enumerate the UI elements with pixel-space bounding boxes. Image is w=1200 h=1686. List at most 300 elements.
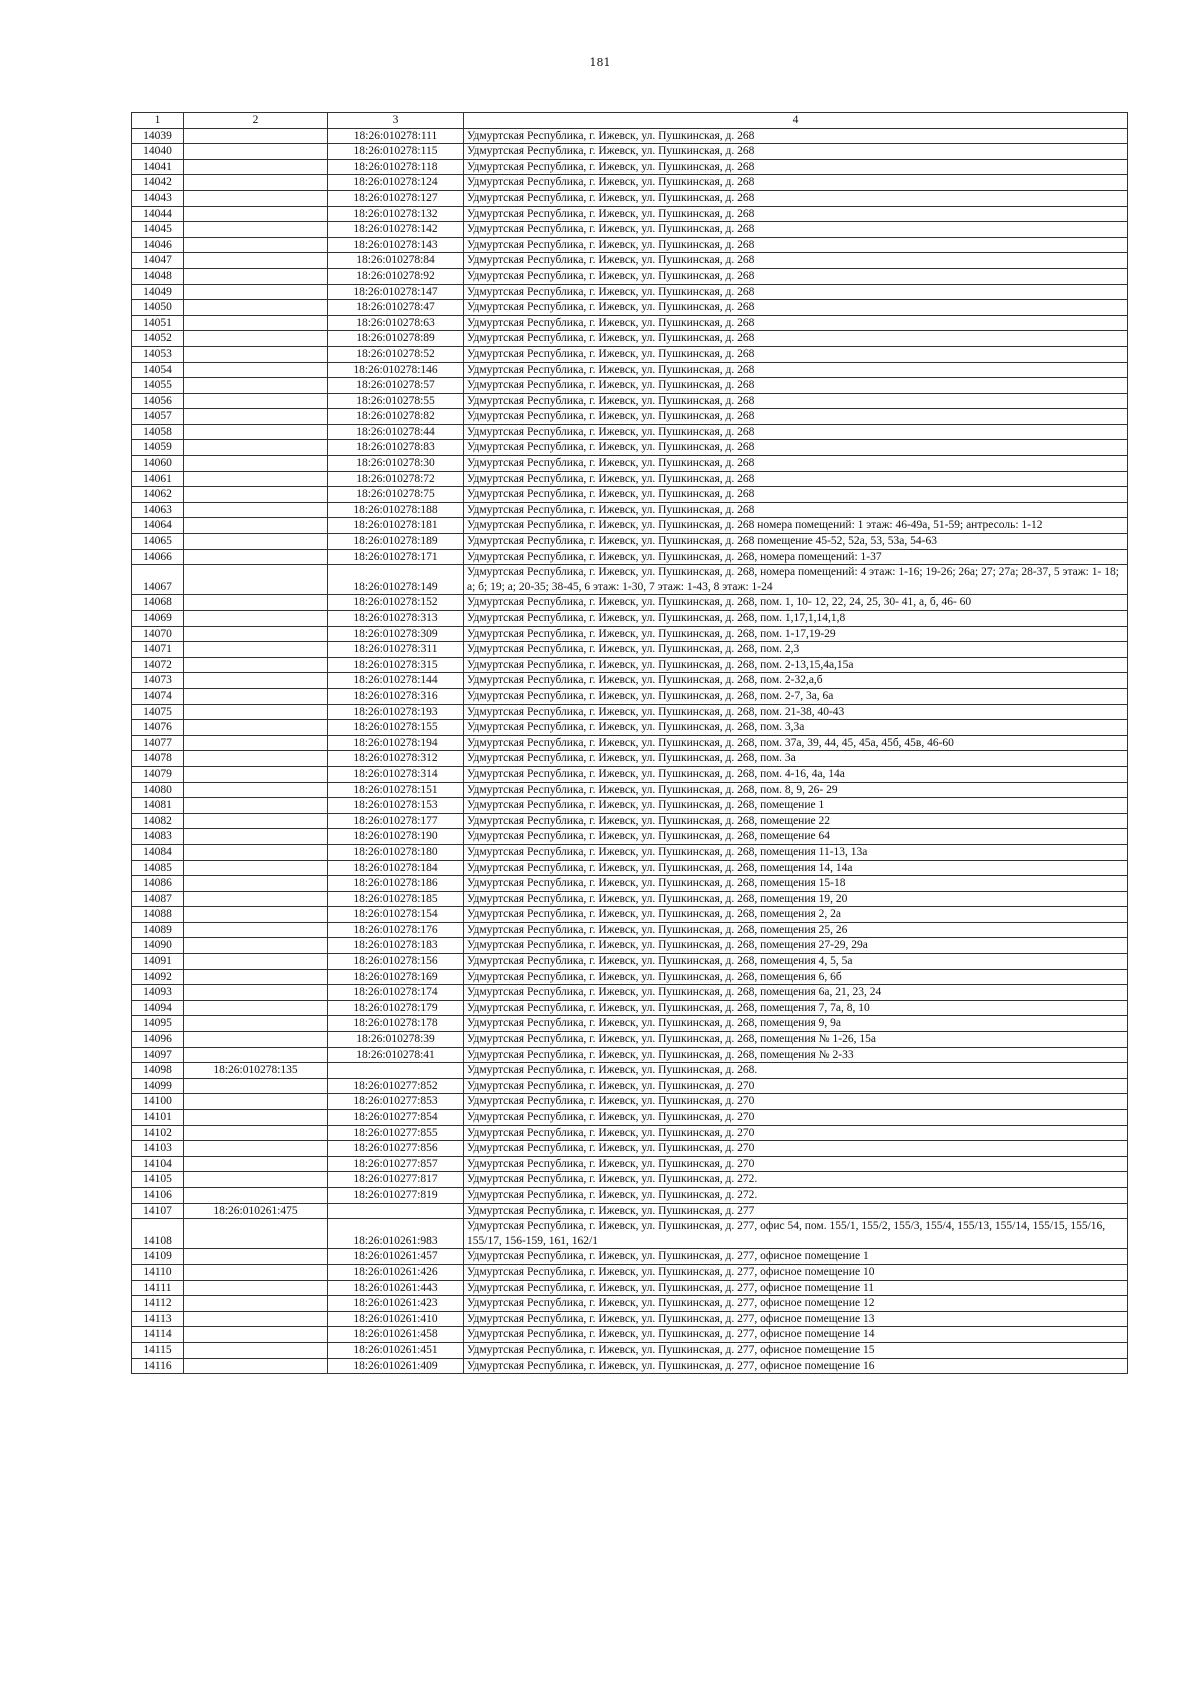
page-number: 181 (589, 56, 611, 69)
address-cell: Удмуртская Республика, г. Ижевск, ул. Пушкинская, д. 268, помещения 9, 9а (464, 1016, 1128, 1032)
row-number-cell: 14070 (132, 626, 184, 642)
row-number-cell: 14110 (132, 1264, 184, 1280)
row-number-cell: 14096 (132, 1032, 184, 1048)
row-number-cell: 14082 (132, 813, 184, 829)
cadastral-number-cell: 18:26:010278:124 (328, 175, 464, 191)
address-cell: Удмуртская Республика, г. Ижевск, ул. Пушкинская, д. 268, пом. 1, 10- 12, 22, 24, 25, 30- 41, а, б, 46- 60 (464, 595, 1128, 611)
table-row (132, 844, 1128, 860)
parcel-number-cell (184, 954, 328, 970)
row-number-cell: 14061 (132, 471, 184, 487)
row-number-cell: 14076 (132, 720, 184, 736)
cadastral-number-cell: 18:26:010261:409 (328, 1358, 464, 1374)
cadastral-number-cell: 18:26:010278:174 (328, 985, 464, 1001)
table-row (132, 534, 1128, 550)
address-cell: Удмуртская Республика, г. Ижевск, ул. Пушкинская, д. 268 помещение 45-52, 52а, 53, 53а, 54-63 (464, 534, 1128, 550)
parcel-number-cell (184, 268, 328, 284)
table-row (132, 673, 1128, 689)
row-number-cell: 14074 (132, 688, 184, 704)
parcel-number-cell (184, 1156, 328, 1172)
table-row (132, 1342, 1128, 1358)
parcel-number-cell (184, 549, 328, 565)
table-row (132, 393, 1128, 409)
parcel-number-cell (184, 222, 328, 238)
row-number-cell: 14080 (132, 782, 184, 798)
row-number-cell: 14077 (132, 735, 184, 751)
parcel-number-cell (184, 565, 328, 595)
parcel-number-cell (184, 534, 328, 550)
cadastral-number-cell: 18:26:010278:72 (328, 471, 464, 487)
registry-table (131, 112, 1128, 1374)
address-cell: Удмуртская Республика, г. Ижевск, ул. Пушкинская, д. 277, офисное помещение 15 (464, 1342, 1128, 1358)
address-cell: Удмуртская Республика, г. Ижевск, ул. Пушкинская, д. 268, пом. 1-17,19-29 (464, 626, 1128, 642)
row-number-cell: 14089 (132, 922, 184, 938)
table-row (132, 642, 1128, 658)
address-cell: Удмуртская Республика, г. Ижевск, ул. Пушкинская, д. 277 (464, 1203, 1128, 1219)
parcel-number-cell (184, 626, 328, 642)
table-row (132, 268, 1128, 284)
parcel-number-cell (184, 1358, 328, 1374)
parcel-number-cell: 18:26:010278:135 (184, 1063, 328, 1079)
address-cell: Удмуртская Республика, г. Ижевск, ул. Пушкинская, д. 270 (464, 1110, 1128, 1126)
row-number-cell: 14046 (132, 237, 184, 253)
table-row (132, 688, 1128, 704)
parcel-number-cell (184, 409, 328, 425)
address-cell: Удмуртская Республика, г. Ижевск, ул. Пушкинская, д. 268, помещения 6а, 21, 23, 24 (464, 985, 1128, 1001)
parcel-number-cell (184, 1342, 328, 1358)
cadastral-number-cell: 18:26:010278:82 (328, 409, 464, 425)
address-cell: Удмуртская Республика, г. Ижевск, ул. Пушкинская, д. 268, помещения 19, 20 (464, 891, 1128, 907)
parcel-number-cell (184, 393, 328, 409)
table-row (132, 1063, 1128, 1079)
row-number-cell: 14116 (132, 1358, 184, 1374)
row-number-cell: 14067 (132, 565, 184, 595)
address-cell: Удмуртская Республика, г. Ижевск, ул. Пушкинская, д. 277, офисное помещение 13 (464, 1311, 1128, 1327)
table-row (132, 128, 1128, 144)
parcel-number-cell (184, 829, 328, 845)
address-cell: Удмуртская Республика, г. Ижевск, ул. Пушкинская, д. 268, пом. 3,3а (464, 720, 1128, 736)
row-number-cell: 14051 (132, 315, 184, 331)
cadastral-number-cell: 18:26:010278:193 (328, 704, 464, 720)
cadastral-number-cell: 18:26:010278:180 (328, 844, 464, 860)
address-cell: Удмуртская Республика, г. Ижевск, ул. Пушкинская, д. 270 (464, 1125, 1128, 1141)
cadastral-number-cell: 18:26:010278:149 (328, 565, 464, 595)
table-row (132, 704, 1128, 720)
cadastral-number-cell: 18:26:010278:189 (328, 534, 464, 550)
table-row (132, 1032, 1128, 1048)
table-row (132, 1172, 1128, 1188)
table-row (132, 565, 1128, 595)
parcel-number-cell (184, 237, 328, 253)
row-number-cell: 14039 (132, 128, 184, 144)
cadastral-number-cell: 18:26:010277:817 (328, 1172, 464, 1188)
row-number-cell: 14078 (132, 751, 184, 767)
parcel-number-cell (184, 860, 328, 876)
table-row (132, 144, 1128, 160)
address-cell: Удмуртская Республика, г. Ижевск, ул. Пушкинская, д. 268, помещение 64 (464, 829, 1128, 845)
cadastral-number-cell: 18:26:010277:857 (328, 1156, 464, 1172)
row-number-cell: 14099 (132, 1078, 184, 1094)
parcel-number-cell: 18:26:010261:475 (184, 1203, 328, 1219)
cadastral-number-cell: 18:26:010278:194 (328, 735, 464, 751)
address-cell: Удмуртская Республика, г. Ижевск, ул. Пушкинская, д. 268 (464, 331, 1128, 347)
cadastral-number-cell: 18:26:010278:171 (328, 549, 464, 565)
row-number-cell: 14090 (132, 938, 184, 954)
address-cell: Удмуртская Республика, г. Ижевск, ул. Пушкинская, д. 268 (464, 253, 1128, 269)
address-cell: Удмуртская Республика, г. Ижевск, ул. Пушкинская, д. 268. (464, 1063, 1128, 1079)
cadastral-number-cell: 18:26:010278:146 (328, 362, 464, 378)
table-row (132, 954, 1128, 970)
table-row (132, 720, 1128, 736)
parcel-number-cell (184, 938, 328, 954)
cadastral-number-cell: 18:26:010278:151 (328, 782, 464, 798)
table-row (132, 362, 1128, 378)
address-cell: Удмуртская Республика, г. Ижевск, ул. Пушкинская, д. 268 (464, 128, 1128, 144)
row-number-cell: 14047 (132, 253, 184, 269)
parcel-number-cell (184, 1280, 328, 1296)
table-row (132, 487, 1128, 503)
parcel-number-cell (184, 844, 328, 860)
parcel-number-cell (184, 673, 328, 689)
parcel-number-cell (184, 1110, 328, 1126)
row-number-cell: 14058 (132, 424, 184, 440)
parcel-number-cell (184, 766, 328, 782)
table-row (132, 502, 1128, 518)
parcel-number-cell (184, 642, 328, 658)
cadastral-number-cell: 18:26:010278:313 (328, 611, 464, 627)
cadastral-number-cell: 18:26:010278:315 (328, 657, 464, 673)
row-number-cell: 14057 (132, 409, 184, 425)
cadastral-number-cell (328, 1203, 464, 1219)
table-row (132, 735, 1128, 751)
cadastral-number-cell: 18:26:010278:118 (328, 159, 464, 175)
address-cell: Удмуртская Республика, г. Ижевск, ул. Пушкинская, д. 268 (464, 362, 1128, 378)
parcel-number-cell (184, 720, 328, 736)
row-number-cell: 14075 (132, 704, 184, 720)
parcel-number-cell (184, 1094, 328, 1110)
parcel-number-cell (184, 456, 328, 472)
table-row (132, 1125, 1128, 1141)
address-cell: Удмуртская Республика, г. Ижевск, ул. Пушкинская, д. 268, пом. 8, 9, 26- 29 (464, 782, 1128, 798)
cadastral-number-cell: 18:26:010278:314 (328, 766, 464, 782)
table-row (132, 1280, 1128, 1296)
parcel-number-cell (184, 876, 328, 892)
table-row (132, 766, 1128, 782)
cadastral-number-cell: 18:26:010278:127 (328, 190, 464, 206)
address-cell: Удмуртская Республика, г. Ижевск, ул. Пушкинская, д. 268 (464, 378, 1128, 394)
row-number-cell: 14071 (132, 642, 184, 658)
address-cell: Удмуртская Республика, г. Ижевск, ул. Пушкинская, д. 268, помещения 2, 2а (464, 907, 1128, 923)
cadastral-number-cell: 18:26:010278:154 (328, 907, 464, 923)
parcel-number-cell (184, 922, 328, 938)
row-number-cell: 14102 (132, 1125, 184, 1141)
parcel-number-cell (184, 1187, 328, 1203)
table-row (132, 378, 1128, 394)
parcel-number-cell (184, 891, 328, 907)
parcel-number-cell (184, 1311, 328, 1327)
cadastral-number-cell: 18:26:010278:169 (328, 969, 464, 985)
cadastral-number-cell: 18:26:010278:311 (328, 642, 464, 658)
table-row (132, 626, 1128, 642)
table-row (132, 938, 1128, 954)
table-row (132, 1078, 1128, 1094)
cadastral-number-cell: 18:26:010278:190 (328, 829, 464, 845)
parcel-number-cell (184, 985, 328, 1001)
parcel-number-cell (184, 1000, 328, 1016)
row-number-cell: 14060 (132, 456, 184, 472)
cadastral-number-cell: 18:26:010278:83 (328, 440, 464, 456)
cadastral-number-cell: 18:26:010277:854 (328, 1110, 464, 1126)
cadastral-number-cell: 18:26:010278:312 (328, 751, 464, 767)
cadastral-number-cell: 18:26:010278:179 (328, 1000, 464, 1016)
cadastral-number-cell: 18:26:010278:152 (328, 595, 464, 611)
address-cell: Удмуртская Республика, г. Ижевск, ул. Пушкинская, д. 270 (464, 1094, 1128, 1110)
address-cell: Удмуртская Республика, г. Ижевск, ул. Пушкинская, д. 277, офис 54, пом. 155/1, 155/2, 155/3, 155/4, 155/13, 155/14, 155/15, 155/16, 155/17, 156-159, 161, 162/1 (464, 1219, 1128, 1249)
row-number-cell: 14053 (132, 346, 184, 362)
column-header: 3 (328, 113, 464, 129)
row-number-cell: 14079 (132, 766, 184, 782)
table-row (132, 1358, 1128, 1374)
cadastral-number-cell: 18:26:010278:186 (328, 876, 464, 892)
table-row (132, 440, 1128, 456)
row-number-cell: 14107 (132, 1203, 184, 1219)
cadastral-number-cell: 18:26:010278:183 (328, 938, 464, 954)
row-number-cell: 14048 (132, 268, 184, 284)
address-cell: Удмуртская Республика, г. Ижевск, ул. Пушкинская, д. 268, помещения 14, 14а (464, 860, 1128, 876)
address-cell: Удмуртская Республика, г. Ижевск, ул. Пушкинская, д. 268 (464, 471, 1128, 487)
address-cell: Удмуртская Республика, г. Ижевск, ул. Пушкинская, д. 272. (464, 1172, 1128, 1188)
row-number-cell: 14106 (132, 1187, 184, 1203)
parcel-number-cell (184, 1296, 328, 1312)
parcel-number-cell (184, 159, 328, 175)
cadastral-number-cell: 18:26:010278:44 (328, 424, 464, 440)
table-row (132, 456, 1128, 472)
address-cell: Удмуртская Республика, г. Ижевск, ул. Пушкинская, д. 268 (464, 284, 1128, 300)
table-body (132, 128, 1128, 1374)
address-cell: Удмуртская Республика, г. Ижевск, ул. Пушкинская, д. 268, помещения 7, 7а, 8, 10 (464, 1000, 1128, 1016)
parcel-number-cell (184, 206, 328, 222)
cadastral-number-cell: 18:26:010277:819 (328, 1187, 464, 1203)
table-row (132, 159, 1128, 175)
table-row (132, 1219, 1128, 1249)
row-number-cell: 14097 (132, 1047, 184, 1063)
address-cell: Удмуртская Республика, г. Ижевск, ул. Пушкинская, д. 268 (464, 502, 1128, 518)
row-number-cell: 14087 (132, 891, 184, 907)
parcel-number-cell (184, 362, 328, 378)
table-row (132, 237, 1128, 253)
row-number-cell: 14103 (132, 1141, 184, 1157)
table-row (132, 1327, 1128, 1343)
parcel-number-cell (184, 798, 328, 814)
address-cell: Удмуртская Республика, г. Ижевск, ул. Пушкинская, д. 268, помещения № 2-33 (464, 1047, 1128, 1063)
row-number-cell: 14072 (132, 657, 184, 673)
address-cell: Удмуртская Республика, г. Ижевск, ул. Пушкинская, д. 268 (464, 206, 1128, 222)
address-cell: Удмуртская Республика, г. Ижевск, ул. Пушкинская, д. 277, офисное помещение 11 (464, 1280, 1128, 1296)
row-number-cell: 14064 (132, 518, 184, 534)
parcel-number-cell (184, 502, 328, 518)
cadastral-number-cell: 18:26:010278:181 (328, 518, 464, 534)
address-cell: Удмуртская Республика, г. Ижевск, ул. Пушкинская, д. 277, офисное помещение 14 (464, 1327, 1128, 1343)
row-number-cell: 14084 (132, 844, 184, 860)
table-row (132, 611, 1128, 627)
address-cell: Удмуртская Республика, г. Ижевск, ул. Пушкинская, д. 277, офисное помещение 1 (464, 1249, 1128, 1265)
parcel-number-cell (184, 1016, 328, 1032)
address-cell: Удмуртская Республика, г. Ижевск, ул. Пушкинская, д. 268, пом. 3а (464, 751, 1128, 767)
parcel-number-cell (184, 1219, 328, 1249)
cadastral-number-cell: 18:26:010278:142 (328, 222, 464, 238)
address-cell: Удмуртская Республика, г. Ижевск, ул. Пушкинская, д. 268 (464, 456, 1128, 472)
cadastral-number-cell: 18:26:010278:52 (328, 346, 464, 362)
cadastral-number-cell: 18:26:010278:316 (328, 688, 464, 704)
row-number-cell: 14091 (132, 954, 184, 970)
parcel-number-cell (184, 175, 328, 191)
parcel-number-cell (184, 315, 328, 331)
cadastral-number-cell: 18:26:010278:39 (328, 1032, 464, 1048)
cadastral-number-cell: 18:26:010278:143 (328, 237, 464, 253)
parcel-number-cell (184, 969, 328, 985)
table-row (132, 424, 1128, 440)
parcel-number-cell (184, 595, 328, 611)
header-row (132, 113, 1128, 129)
address-cell: Удмуртская Республика, г. Ижевск, ул. Пушкинская, д. 268, помещения 11-13, 13а (464, 844, 1128, 860)
cadastral-number-cell: 18:26:010278:47 (328, 300, 464, 316)
address-cell: Удмуртская Республика, г. Ижевск, ул. Пушкинская, д. 270 (464, 1078, 1128, 1094)
parcel-number-cell (184, 128, 328, 144)
row-number-cell: 14105 (132, 1172, 184, 1188)
cadastral-number-cell: 18:26:010278:309 (328, 626, 464, 642)
address-cell: Удмуртская Республика, г. Ижевск, ул. Пушкинская, д. 268, номера помещений: 4 этаж: 1-16; 19-26; 26а; 27; 27а; 28-37, 5 этаж: 1- 18; а; б; 19; а; 20-35; 38-45, 6 этаж: 1-30, 7 этаж: 1-43, 8 этаж: 1-24 (464, 565, 1128, 595)
cadastral-number-cell: 18:26:010278:84 (328, 253, 464, 269)
table-row (132, 1203, 1128, 1219)
address-cell: Удмуртская Республика, г. Ижевск, ул. Пушкинская, д. 268 (464, 144, 1128, 160)
cadastral-number-cell: 18:26:010278:178 (328, 1016, 464, 1032)
address-cell: Удмуртская Республика, г. Ижевск, ул. Пушкинская, д. 268, пом. 4-16, 4а, 14а (464, 766, 1128, 782)
parcel-number-cell (184, 378, 328, 394)
parcel-number-cell (184, 1125, 328, 1141)
table-row (132, 1187, 1128, 1203)
cadastral-number-cell: 18:26:010278:144 (328, 673, 464, 689)
address-cell: Удмуртская Республика, г. Ижевск, ул. Пушкинская, д. 270 (464, 1141, 1128, 1157)
column-header: 1 (132, 113, 184, 129)
row-number-cell: 14100 (132, 1094, 184, 1110)
cadastral-number-cell: 18:26:010278:147 (328, 284, 464, 300)
row-number-cell: 14069 (132, 611, 184, 627)
cadastral-number-cell: 18:26:010278:188 (328, 502, 464, 518)
address-cell: Удмуртская Республика, г. Ижевск, ул. Пушкинская, д. 277, офисное помещение 10 (464, 1264, 1128, 1280)
cadastral-number-cell: 18:26:010261:451 (328, 1342, 464, 1358)
row-number-cell: 14073 (132, 673, 184, 689)
parcel-number-cell (184, 487, 328, 503)
row-number-cell: 14040 (132, 144, 184, 160)
parcel-number-cell (184, 907, 328, 923)
address-cell: Удмуртская Республика, г. Ижевск, ул. Пушкинская, д. 268 (464, 315, 1128, 331)
table-row (132, 751, 1128, 767)
cadastral-number-cell: 18:26:010277:852 (328, 1078, 464, 1094)
cadastral-number-cell: 18:26:010278:111 (328, 128, 464, 144)
row-number-cell: 14112 (132, 1296, 184, 1312)
table-row (132, 1110, 1128, 1126)
parcel-number-cell (184, 1264, 328, 1280)
address-cell: Удмуртская Республика, г. Ижевск, ул. Пушкинская, д. 277, офисное помещение 12 (464, 1296, 1128, 1312)
row-number-cell: 14088 (132, 907, 184, 923)
table-row (132, 891, 1128, 907)
row-number-cell: 14066 (132, 549, 184, 565)
cadastral-number-cell: 18:26:010261:426 (328, 1264, 464, 1280)
table-row (132, 1156, 1128, 1172)
address-cell: Удмуртская Республика, г. Ижевск, ул. Пушкинская, д. 268, пом. 21-38, 40-43 (464, 704, 1128, 720)
parcel-number-cell (184, 735, 328, 751)
cadastral-number-cell: 18:26:010278:177 (328, 813, 464, 829)
table-row (132, 190, 1128, 206)
table-row (132, 798, 1128, 814)
table-row (132, 657, 1128, 673)
row-number-cell: 14050 (132, 300, 184, 316)
row-number-cell: 14055 (132, 378, 184, 394)
address-cell: Удмуртская Республика, г. Ижевск, ул. Пушкинская, д. 268 (464, 175, 1128, 191)
row-number-cell: 14109 (132, 1249, 184, 1265)
address-cell: Удмуртская Республика, г. Ижевск, ул. Пушкинская, д. 268 (464, 440, 1128, 456)
parcel-number-cell (184, 1078, 328, 1094)
table-row (132, 595, 1128, 611)
cadastral-number-cell: 18:26:010277:855 (328, 1125, 464, 1141)
address-cell: Удмуртская Республика, г. Ижевск, ул. Пушкинская, д. 268, помещения 15-18 (464, 876, 1128, 892)
parcel-number-cell (184, 782, 328, 798)
cadastral-number-cell: 18:26:010261:457 (328, 1249, 464, 1265)
table-row (132, 549, 1128, 565)
table-row (132, 782, 1128, 798)
row-number-cell: 14045 (132, 222, 184, 238)
table-row (132, 222, 1128, 238)
address-cell: Удмуртская Республика, г. Ижевск, ул. Пушкинская, д. 268, помещения 25, 26 (464, 922, 1128, 938)
address-cell: Удмуртская Республика, г. Ижевск, ул. Пушкинская, д. 268, помещение 22 (464, 813, 1128, 829)
row-number-cell: 14041 (132, 159, 184, 175)
cadastral-number-cell: 18:26:010277:853 (328, 1094, 464, 1110)
row-number-cell: 14062 (132, 487, 184, 503)
row-number-cell: 14081 (132, 798, 184, 814)
address-cell: Удмуртская Республика, г. Ижевск, ул. Пушкинская, д. 268, пом. 2,3 (464, 642, 1128, 658)
row-number-cell: 14044 (132, 206, 184, 222)
table-row (132, 331, 1128, 347)
address-cell: Удмуртская Республика, г. Ижевск, ул. Пушкинская, д. 268 (464, 393, 1128, 409)
parcel-number-cell (184, 1249, 328, 1265)
row-number-cell: 14098 (132, 1063, 184, 1079)
table-row (132, 346, 1128, 362)
table-row (132, 315, 1128, 331)
parcel-number-cell (184, 688, 328, 704)
table-row (132, 175, 1128, 191)
parcel-number-cell (184, 1032, 328, 1048)
parcel-number-cell (184, 611, 328, 627)
table-row (132, 518, 1128, 534)
parcel-number-cell (184, 190, 328, 206)
cadastral-number-cell: 18:26:010278:185 (328, 891, 464, 907)
address-cell: Удмуртская Республика, г. Ижевск, ул. Пушкинская, д. 268, помещения 27-29, 29а (464, 938, 1128, 954)
row-number-cell: 14108 (132, 1219, 184, 1249)
address-cell: Удмуртская Республика, г. Ижевск, ул. Пушкинская, д. 268 (464, 237, 1128, 253)
address-cell: Удмуртская Республика, г. Ижевск, ул. Пушкинская, д. 268 (464, 487, 1128, 503)
address-cell: Удмуртская Республика, г. Ижевск, ул. Пушкинская, д. 268 (464, 424, 1128, 440)
parcel-number-cell (184, 471, 328, 487)
table-row (132, 1000, 1128, 1016)
row-number-cell: 14085 (132, 860, 184, 876)
cadastral-number-cell: 18:26:010278:156 (328, 954, 464, 970)
cadastral-number-cell: 18:26:010278:184 (328, 860, 464, 876)
cadastral-number-cell: 18:26:010278:155 (328, 720, 464, 736)
table-row (132, 860, 1128, 876)
parcel-number-cell (184, 751, 328, 767)
table-row (132, 409, 1128, 425)
cadastral-number-cell: 18:26:010261:423 (328, 1296, 464, 1312)
cadastral-number-cell: 18:26:010278:63 (328, 315, 464, 331)
